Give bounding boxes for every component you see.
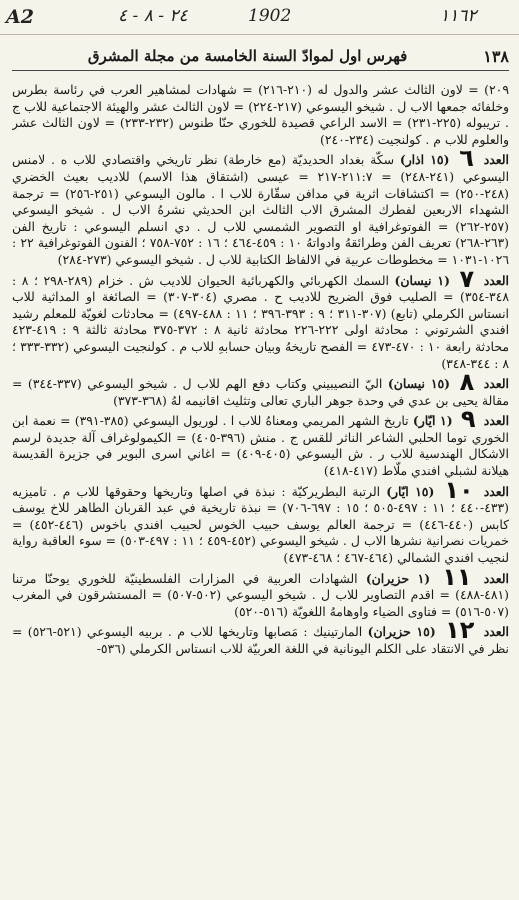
issue-number: ٨ <box>459 368 475 397</box>
issue-date: (١ نيسان) <box>394 272 450 288</box>
entry-text: السمك الكهربائي والكهربائية الحيوان للاديب ش . خزام (٢٨٩-٢٩٨ ؛ ٨ : ٣٤٨-٣٥٤) = الصليب فوق الضريح للاديب ح . مصري (٣٠٤-٣٠٧) = الصائغة او المداثية للاب انستاس الكرملي (تابع) (٣٠٧-٣١١ ؛ ٩ : ٣٩٣-٣٩٦ ؛ ١١ : ٤٨٨-٤٩٧) = محادثات لغويّة للمعلم رشيد افندي الشرتوني : محادثة اولى ٢٢٢-٢٢٦ محادثة ثانية ٨ : ٣٧٢-٣٧٥ محادثة ثالثة ٩ : ٤١٩-٤٢٣ محادثة رابعة ١٠ : ٤٧٠-٤٧٣ = الفصح تاريخهُ وبيان حسابهِ للاب م . كولنجيت اليسوعي (٣٣٢-٣٣٣ ؛ ٨ : ٣٤٤-٣٤٨) <box>12 272 509 371</box>
entry-text: المارتينيك : مَصابها وتاريخها للاب م . بربيه اليسوعي (٥٢١-٥٢٦) = نظر في الانتقاد على الكلم اليونانية في اللغة العربيّة للاب انستاس الكرملي (٥٣٦- <box>12 624 509 656</box>
handwritten-note-left: A2 <box>6 6 34 28</box>
issue-date: (١ حزيران) <box>365 570 431 586</box>
issue-label: العدد <box>483 152 509 168</box>
index-content <box>12 82 509 894</box>
entry-text: سكّة بغداد الحديديّة (مع خارطة) نظر تاريخي واقتصادي للاب ه . لامنس اليسوعي (٢٤١-٢٤٨) = ٢١١:٧-٢١٧ = عيسى (اشتقاق هذا الاسم) للاديب بعيث الخضري (٢٤٨-٢٥٠) = اكتشافات اثرية في مدافن سقّارة للاب ا . مالون اليسوعي (٢٥١-٢٥٦) = ترجمة الشهداء الاربعين لفطرك المشرق الاب الثالث ابن الحديثي نشرهُ الاب ل . شيخو اليسوعي (٢٥٧-٢٦٢) = الفوتوغرافية او التصوير الشمسي للاب ل . دي انسلم اليسوعي : تاريخ الفن (٢٦٣-٢٦٨) تعريف الفن وطرائقهُ وادواتهُ ١٠ : ٤٥٩-٤٦٤ ؛ ١٦ : ٧٥٢-٧٥٨ ؛ الفنون الفوتوغرافية ٢٢ : ١٠٢٦-١٠٣١ = مخطوطات عربية في الالفاظ الكتابية للاب ل . شيخو اليسوعي (٢٧٣-٢٨٤) <box>12 152 509 267</box>
issue-date: (١ ايّار) <box>412 413 453 429</box>
issue-entry <box>12 475 509 567</box>
issue-label: العدد <box>483 624 509 640</box>
issue-entry <box>12 616 509 657</box>
issue-entry <box>12 368 509 409</box>
issue-label: العدد <box>483 376 509 392</box>
issue-entry <box>12 562 509 621</box>
entry-text: تاريخ الشهر المريمي ومعناهُ للاب ا . لوريول اليسوعي (٣٨٥-٣٩١) = نعمة ابن الخوري توما الحلبي الشاعر الناثر للقس ج . منش (٣٩٦-٤٠٥) = الكيمولوغراف آلة جديدة لرسم الاشكال الهندسية للاب ر . ش اليسوعي (٤٠٥-٤٠٩) = اغاني اسرى البوير في جزيرة القديسة هيلانة لشبلي افندي ملّاط (٤١٧-٤١٨) <box>12 413 509 479</box>
issue-date: (١٥ ايّار) <box>386 483 435 499</box>
issue-number: ٩ <box>460 405 476 434</box>
header-divider <box>12 70 509 71</box>
issue-number: ١٢ <box>445 616 475 645</box>
page-number: ١٣٨ <box>483 46 509 66</box>
issue-entry <box>12 144 509 268</box>
handwritten-note-year: 1902 <box>248 6 292 26</box>
issue-date: (١٥ نيسان) <box>387 376 451 392</box>
opening-entry <box>12 82 509 148</box>
issue-number: ٦ <box>459 144 474 173</box>
issue-label: العدد <box>483 483 509 499</box>
page-header <box>12 44 509 68</box>
entry-text: ٢٠٩) = لاون الثالث عشر والدول له (٢١٠-٢١٦) = شهادات لمشاهير العرب في رئاسة بطرس وخلفائه جمعها الاب ل . شيخو اليسوعي (٢١٧-٢٢٤) = لاون الثالث عشر والهيئة الاجتماعية للاب ج . تريبوله (٢٢٥-٢٣١) = الاسد الراعي قصيدة للخوري حنّا طنوس (٢٣٢-٢٣٣) = لاون الثالث عشر والعلوم للاب م . كولنجيت (٢٣٤-٢٤٠) <box>12 82 509 147</box>
issue-label: العدد <box>483 413 509 429</box>
handwritten-divider <box>0 34 519 35</box>
handwritten-note-date: ٢٤ - ٨ - ٤ <box>118 6 188 26</box>
issue-number: ١١ <box>442 562 472 591</box>
issue-number: ٧ <box>459 264 475 293</box>
entry-text: اليّ النصيبيني وكتاب دفع الهم للاب ل . شيخو اليسوعي (٣٣٧-٣٤٤) = مقالة يحيى بن عدي في وحدة جوهر الباري تعالى وتثليث اقانيمه لهُ (٣٦٨-٣٧٣) <box>12 376 509 408</box>
issue-number: ١٠ <box>444 475 474 504</box>
issue-entry <box>12 405 509 479</box>
issue-label: العدد <box>483 272 509 288</box>
entry-text: الشهادات العربية في المزارات الفلسطينيّة للخوري يوحنّا مرتنا (٤٨١-٤٨٨) = اقدم التصاوير للاب ل . شيخو اليسوعي (٥٠٢-٥٠٧) = المستشرقون في المغرب (٥٠٧-٥١٦) = فتاوى الضياء واوهامهُ اللغويّة (٥١٦-٥٢٠) <box>12 570 509 619</box>
issue-entry <box>12 264 509 373</box>
issue-label: العدد <box>483 570 509 586</box>
entry-text: الرتبة البطريركيّة : نبذة في اصلها وتاريخها وحقوقها للاب م . تاميزيه (٤٣٣-٤٤٠ ؛ ١١ : ٤٩٧-٥٠٥ ؛ ١٥ : ٦٩٧-٧٠٦) = نبذة تاريخية في عبد القربان الطاهر للاخ يوسف كابس (٤٤٠-٤٤٦) = ترجمة العالم يوسف حبيب الخوس لحبيب افندي باخوس (٤٤٦-٤٥٢) = خمريات نصرانية نشرها الاب ل . شيخو اليسوعي (٤٥٢-٤٥٩ ؛ ١١ : ٤٩٧-٥٠٣) = سوء العاقبة رواية لنجيب افندي الشمالي (٤٦٤-٤٦٧ ؛ ٤٦٨-٤٧٣) <box>12 483 509 566</box>
issue-date: (١٥ اذار) <box>399 152 450 168</box>
issue-date: (١٥ حزيران) <box>367 624 436 640</box>
handwritten-note-right: ١١٦٢ <box>440 6 477 26</box>
running-title: فهرس اول لموادّ السنة الخامسة من مجلة المشرق <box>87 47 408 65</box>
